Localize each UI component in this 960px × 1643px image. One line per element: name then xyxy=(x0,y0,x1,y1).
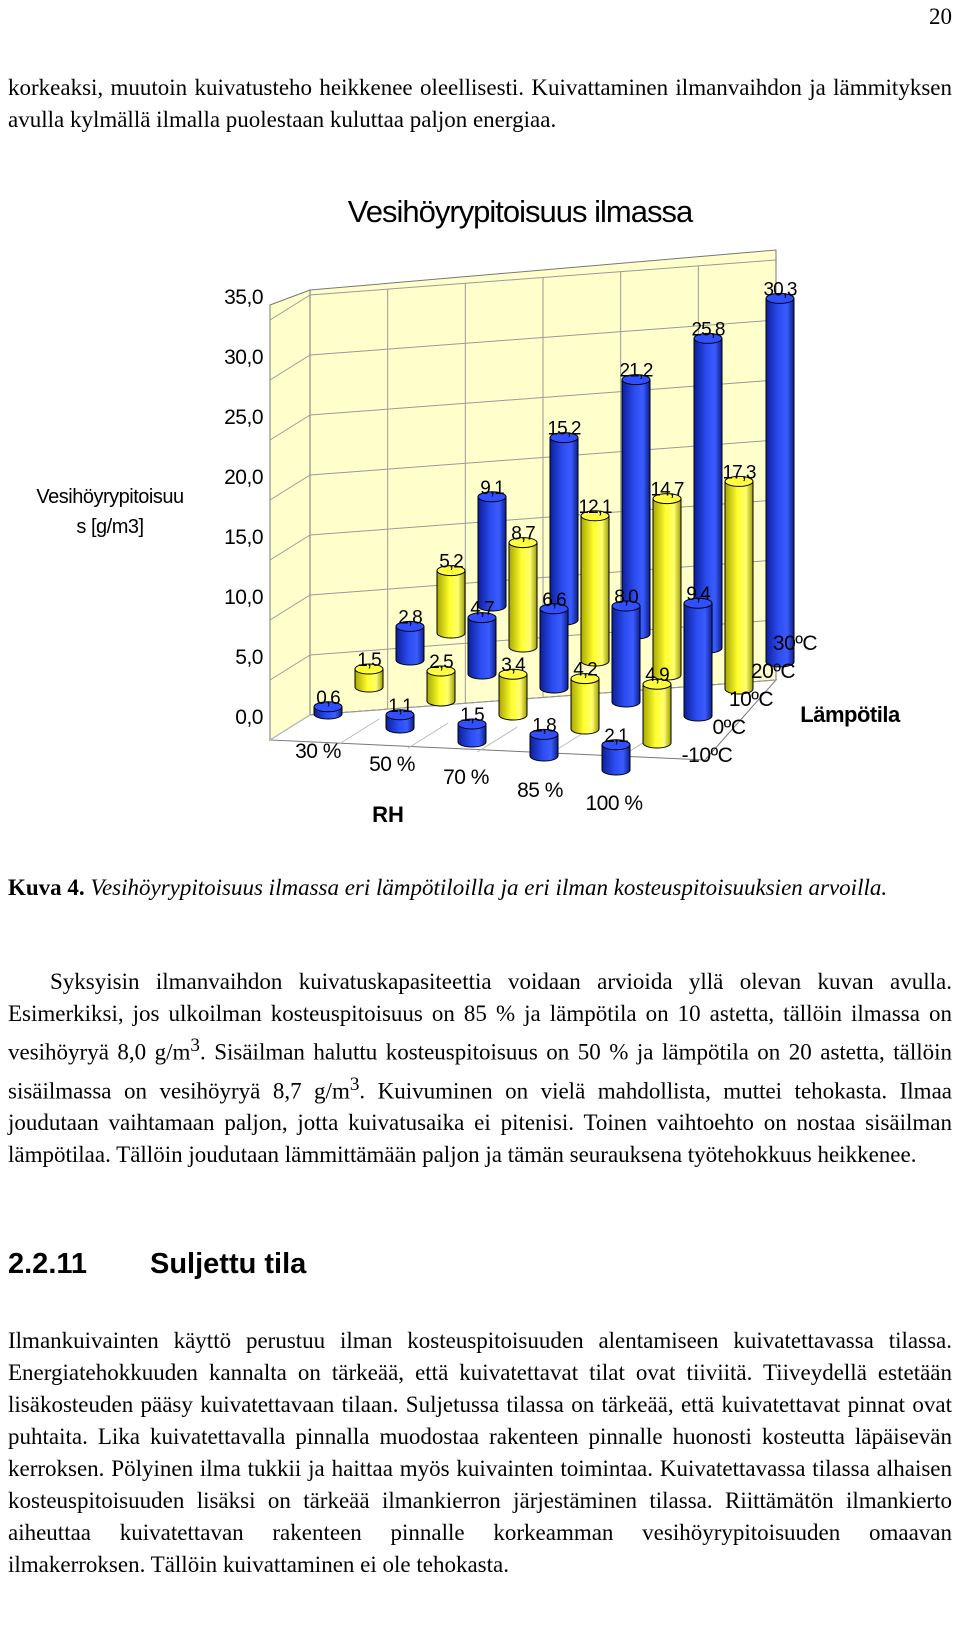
bar xyxy=(314,688,342,719)
y-tick-label: 25,0 xyxy=(224,406,263,429)
data-label: 2,8 xyxy=(398,607,422,629)
chart-side-wall xyxy=(270,290,310,740)
y-axis-label-line2: s [g/m3] xyxy=(76,516,144,538)
temperature-tick-label: 0ºC xyxy=(712,716,746,739)
bar xyxy=(396,607,424,665)
data-label: 12,1 xyxy=(578,496,612,518)
figure-caption xyxy=(8,872,952,904)
y-axis-label-line1: Vesihöyrypitoisuu xyxy=(36,486,184,508)
data-label: 1,1 xyxy=(388,695,412,717)
data-label: 9,4 xyxy=(686,584,710,606)
bar xyxy=(579,497,612,666)
bar xyxy=(612,587,640,707)
data-label: 9,1 xyxy=(480,477,504,499)
bar xyxy=(468,599,496,679)
bar xyxy=(540,590,568,693)
data-label: 30,3 xyxy=(763,279,797,301)
y-tick-label: 30,0 xyxy=(224,346,263,369)
bar xyxy=(571,660,599,734)
bar xyxy=(643,665,671,748)
data-label: 8,7 xyxy=(511,523,535,545)
bar xyxy=(499,655,527,720)
bar xyxy=(478,478,506,611)
data-label: 0,6 xyxy=(316,687,340,709)
data-label: 6,6 xyxy=(542,589,566,611)
y-tick-label: 10,0 xyxy=(224,586,263,609)
y-tick-label: 35,0 xyxy=(224,286,263,309)
paragraph-text: . Kuivuminen on vielä mahdollista, muttei tehokasta. Ilmaa joudutaan vaihtamaan paljon, jotta kuivatusaika ei pitenisi. Toinen vaihtoehto on nostaa sisäilman lämpötilaa. Tällöin joudutaan lämmittämään paljon ja tämän seurauksena työtehokkuus heikkenee. xyxy=(8,1078,952,1168)
section-title: Suljettu tila xyxy=(150,1248,307,1280)
data-label: 5,2 xyxy=(439,551,463,573)
data-label: 4,7 xyxy=(470,598,494,620)
bar xyxy=(530,715,558,761)
y-tick-label: 20,0 xyxy=(224,466,263,489)
x-axis-label: RH xyxy=(372,802,404,827)
bar xyxy=(764,279,797,667)
bar xyxy=(458,705,486,747)
section-number: 2.2.11 xyxy=(8,1248,88,1280)
superscript: 3 xyxy=(190,1035,200,1056)
bar xyxy=(427,652,455,706)
x-tick-label: 100 % xyxy=(585,792,643,815)
temperature-axis-label: Lämpötila xyxy=(800,702,900,727)
data-label: 3,4 xyxy=(501,655,525,677)
data-label: 2,5 xyxy=(429,652,453,673)
intro-paragraph: korkeaksi, muutoin kuivatusteho heikkenee oleellisesti. Kuivattaminen ilmanvaihdon ja lämmityksen avulla kylmällä ilmalla puolestaan kuluttaa paljon energiaa. xyxy=(8,75,952,132)
data-label: 17,3 xyxy=(722,462,756,484)
temperature-tick-label: 30ºC xyxy=(772,632,818,655)
body-paragraph-closed-space: Ilmankuivainten käyttö perustuu ilman kosteuspitoisuuden alentamiseen kuivatettavassa tilassa. Energiatehokkuuden kannalta on tärkeää, että kuivatettavat tilat ovat tiiviitä. Tiiveydellä estetään lisäkosteuden pääsy kuivatettavaan tilaan. Suljetussa tilassa on tärkeää, että kuivatettavat pinnat ovat puhtaita. Lika kuivatettavalla pinnalla muodostaa rakenteen pinnalle huonosti kosteutta läpäisevän kerroksen. Pölyinen ilma tukkii ja haittaa myös kuivainten toimintaa. Kuivatettavassa tilassa alhaisen kosteuspitoisuuden lisäksi on tärkeää ilmankierron järjestäminen tilassa. Riittämätön ilmankierto aiheuttaa kuivatettavan rakenteen pinnalle korkeamman vesihöyrypitoisuuden omaavan ilmakerroksen. Tällöin kuivattaminen ei ole tehokasta. xyxy=(8,1328,952,1577)
x-tick-label: 50 % xyxy=(369,753,415,776)
temperature-tick-label: -10ºC xyxy=(681,744,733,767)
bar xyxy=(684,584,712,721)
data-label: 14,7 xyxy=(650,479,684,501)
y-tick-label: 5,0 xyxy=(235,646,263,669)
superscript: 3 xyxy=(349,1073,360,1095)
data-label: 15,2 xyxy=(547,418,581,440)
data-label: 1,8 xyxy=(532,715,556,737)
bar xyxy=(651,480,684,680)
x-tick-label: 30 % xyxy=(295,740,341,763)
y-tick-label: 15,0 xyxy=(224,526,263,549)
figure-caption-label: Kuva 4. xyxy=(8,875,85,900)
temperature-tick-label: 20ºC xyxy=(750,660,796,683)
water-vapour-chart xyxy=(0,180,960,870)
data-label: 21,2 xyxy=(619,360,653,382)
data-label: 8,0 xyxy=(614,587,638,608)
data-label: 4,9 xyxy=(645,665,669,687)
bar xyxy=(386,696,414,733)
x-tick-label: 85 % xyxy=(517,779,563,802)
data-label: 2,1 xyxy=(604,725,628,747)
figure-caption-text: Vesihöyrypitoisuus ilmassa eri lämpötiloilla ja eri ilman kosteuspitoisuuksien arvoilla. xyxy=(84,875,888,900)
paragraph-text: . Sisäilman haluttu kosteuspitoisuus on 50 % ja lämpötila on 20 astetta, tällöin sisäilmassa on vesihöyryä 8,7 g/m xyxy=(8,1039,953,1104)
bar xyxy=(355,650,383,692)
data-label: 25,8 xyxy=(691,319,725,341)
bar xyxy=(437,552,465,638)
section-heading xyxy=(8,1248,306,1281)
data-label: 4,2 xyxy=(573,659,597,681)
y-tick-label: 0,0 xyxy=(235,706,263,729)
temperature-tick-label: 10ºC xyxy=(728,688,774,711)
data-label: 1,5 xyxy=(357,650,381,671)
x-tick-label: 70 % xyxy=(443,766,489,789)
body-paragraph-capacity xyxy=(8,966,952,1171)
bar xyxy=(509,524,537,652)
chart-title: Vesihöyrypitoisuus ilmassa xyxy=(347,194,693,229)
paragraph-text: Syksyisin ilmanvaihdon kuivatuskapasiteettia voidaan arvioida yllä olevan kuvan avulla. Esimerkiksi, jos ulkoilman kosteuspitoisuus on 85 % ja lämpötila on 10 astetta, tällöin ilmassa on vesihöyryä 8,0 g/m xyxy=(8,969,952,1065)
data-label: 1,5 xyxy=(460,705,484,726)
bar xyxy=(602,726,630,775)
page-number: 20 xyxy=(929,4,952,29)
y-axis-ticks xyxy=(224,286,263,729)
